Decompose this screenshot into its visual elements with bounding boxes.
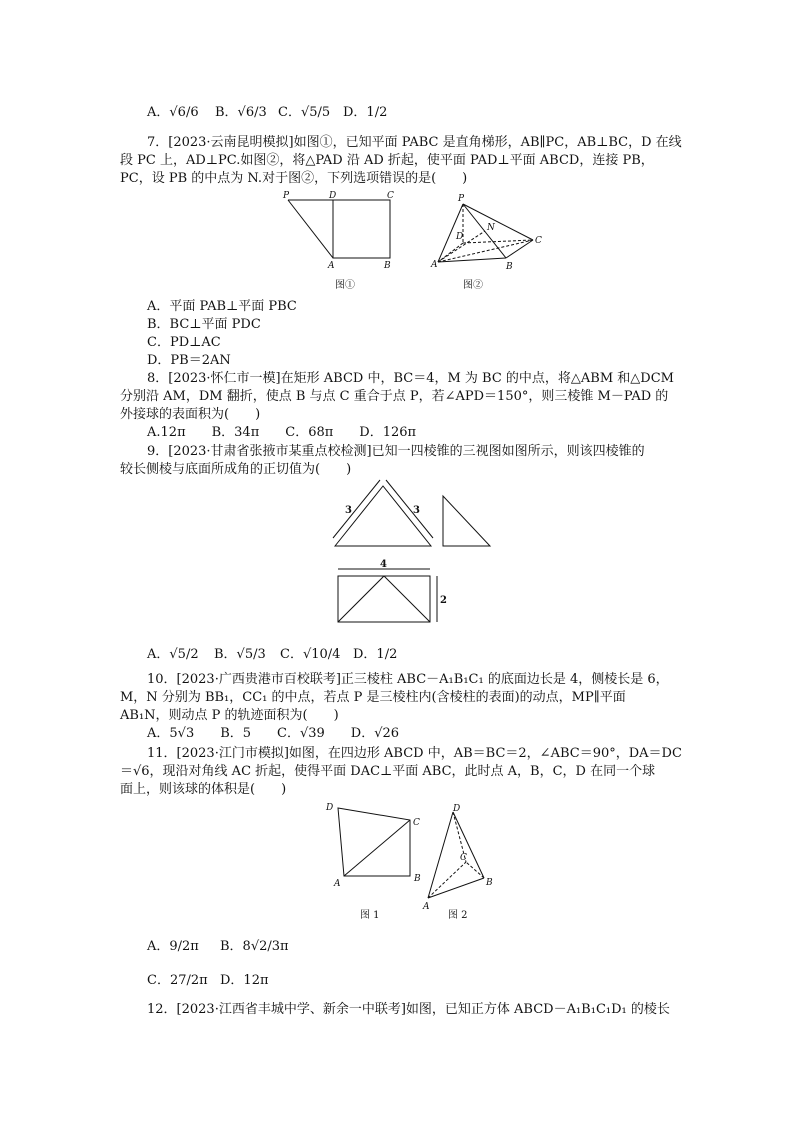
- q9-option-d: D．1/2: [353, 647, 398, 662]
- f7b-label-n: N: [487, 223, 495, 233]
- f7a-label-b: B: [384, 261, 391, 271]
- q7-option-b: B．BC⊥平面 PDC: [147, 317, 261, 332]
- q8-text-2: 分别沿 AM，DM 翻折，使点 B 与点 C 重合于点 P，若∠APD＝150°，则三棱锥 M－PAD 的: [120, 389, 669, 404]
- f7a-label-d: D: [329, 191, 337, 201]
- f11b-label-b: B: [486, 878, 493, 888]
- q7-figure-2: [438, 204, 533, 262]
- q9-option-b: B．√5/3: [214, 647, 266, 662]
- q6-option-b: B．√6/3: [215, 105, 267, 120]
- q7-fig1-caption: 图①: [335, 280, 355, 291]
- f7a-label-a: A: [328, 261, 335, 271]
- q7-text-2: 段 PC 上，AD⊥PC.如图②，将△PAD 沿 AD 折起，使平面 PAD⊥平面 ABCD，连接 PB，: [120, 153, 654, 168]
- q9-three-views: [325, 478, 505, 638]
- q9-text-1: 9．[2023·甘肃省张掖市某重点校检测]已知一四棱锥的三视图如图所示，则该四棱锥的: [147, 444, 645, 459]
- q11-option-a: A．9/2π: [147, 939, 199, 954]
- f11a-label-d: D: [326, 803, 334, 813]
- q11-option-b: B．8√2/3π: [220, 939, 289, 954]
- q9-dim-3-right: 3: [413, 505, 420, 516]
- q11-text-2: ＝√6，现沿对角线 AC 折起，使得平面 DAC⊥平面 ABC，此时点 A，B，C，D 在同一个球: [120, 764, 656, 779]
- q9-text-2: 较长侧棱与底面所成角的正切值为( ): [120, 462, 352, 477]
- q11-option-d: D．12π: [220, 973, 269, 988]
- q11-figure-1: [338, 808, 410, 876]
- f11a-label-c: C: [413, 818, 420, 828]
- q7-figure-1: [288, 200, 390, 258]
- q11-figure-2: [428, 812, 484, 898]
- f11a-label-b: B: [414, 874, 421, 884]
- q11-text-1: 11．[2023·江门市模拟]如图，在四边形 ABCD 中，AB＝BC＝2，∠ABC＝90°，DA＝DC: [147, 746, 682, 761]
- q7-figures: [278, 188, 558, 308]
- q11-fig1-caption: 图 1: [360, 910, 380, 921]
- q11-fig2-caption: 图 2: [448, 910, 468, 921]
- q6-option-c: C．√5/5: [278, 105, 331, 120]
- q8-text-1: 8．[2023·怀仁市一模]在矩形 ABCD 中，BC＝4，M 为 BC 的中点，将△ABM 和△DCM: [147, 371, 674, 386]
- f11b-label-a: A: [423, 902, 430, 912]
- q10-text-2: M，N 分别为 BB₁，CC₁ 的中点，若点 P 是三棱柱内(含棱柱的表面)的动点，MP∥平面: [120, 690, 626, 705]
- q10-text-3: AB₁N，则动点 P 的轨迹面积为( ): [120, 708, 339, 723]
- q9-dim-2: 2: [440, 595, 447, 606]
- q9-option-c: C．√10/4: [280, 647, 341, 662]
- q6-option-d: D．1/2: [343, 105, 388, 120]
- q7-text-1: 7．[2023·云南昆明模拟]如图①，已知平面 PABC 是直角梯形，AB∥PC，AB⊥BC，D 在线: [147, 135, 682, 150]
- q9-dim-3-left: 3: [345, 505, 352, 516]
- q7-text-3: PC，设 PB 的中点为 N.对于图②，下列选项错误的是( ): [120, 171, 468, 186]
- q12-text-1: 12．[2023·江西省丰城中学、新余一中联考]如图，已知正方体 ABCD－A₁B₁C₁D₁ 的棱长: [147, 1002, 670, 1017]
- f7b-label-c: C: [535, 236, 542, 246]
- f11b-label-c: C: [460, 853, 467, 863]
- q10-text-1: 10．[2023·广西贵港市百校联考]正三棱柱 ABC－A₁B₁C₁ 的底面边长是 4，侧棱长是 6，: [147, 672, 669, 687]
- q10-options: A．5√3 B．5 C．√39 D．√26: [147, 726, 400, 741]
- f7b-label-d: D: [456, 232, 464, 242]
- f7b-label-p: P: [458, 194, 465, 204]
- q7-option-d: D．PB＝2AN: [147, 353, 231, 368]
- f7a-label-p: P: [283, 191, 290, 201]
- q7-fig2-caption: 图②: [463, 280, 483, 291]
- f11b-label-d: D: [453, 804, 461, 814]
- q9-top-view: [338, 569, 437, 622]
- f7b-label-b: B: [506, 262, 513, 272]
- f7a-label-c: C: [387, 191, 394, 201]
- q8-text-3: 外接球的表面积为( ): [120, 407, 261, 422]
- q9-dim-4: 4: [380, 559, 387, 570]
- q8-options: A.12π B．34π C．68π D．126π: [147, 425, 417, 440]
- q11-text-3: 面上，则该球的体积是( ): [120, 782, 287, 797]
- q9-option-a: A．√5/2: [147, 647, 199, 662]
- q11-figures: [320, 798, 510, 926]
- q11-option-c: C．27/2π: [147, 973, 208, 988]
- f11a-label-a: A: [334, 879, 341, 889]
- q7-option-a: A．平面 PAB⊥平面 PBC: [147, 299, 297, 314]
- q9-side-view: [443, 496, 490, 546]
- q7-option-c: C．PD⊥AC: [147, 335, 221, 350]
- f7b-label-a: A: [431, 260, 438, 270]
- q6-option-a: A．√6/6: [147, 105, 199, 120]
